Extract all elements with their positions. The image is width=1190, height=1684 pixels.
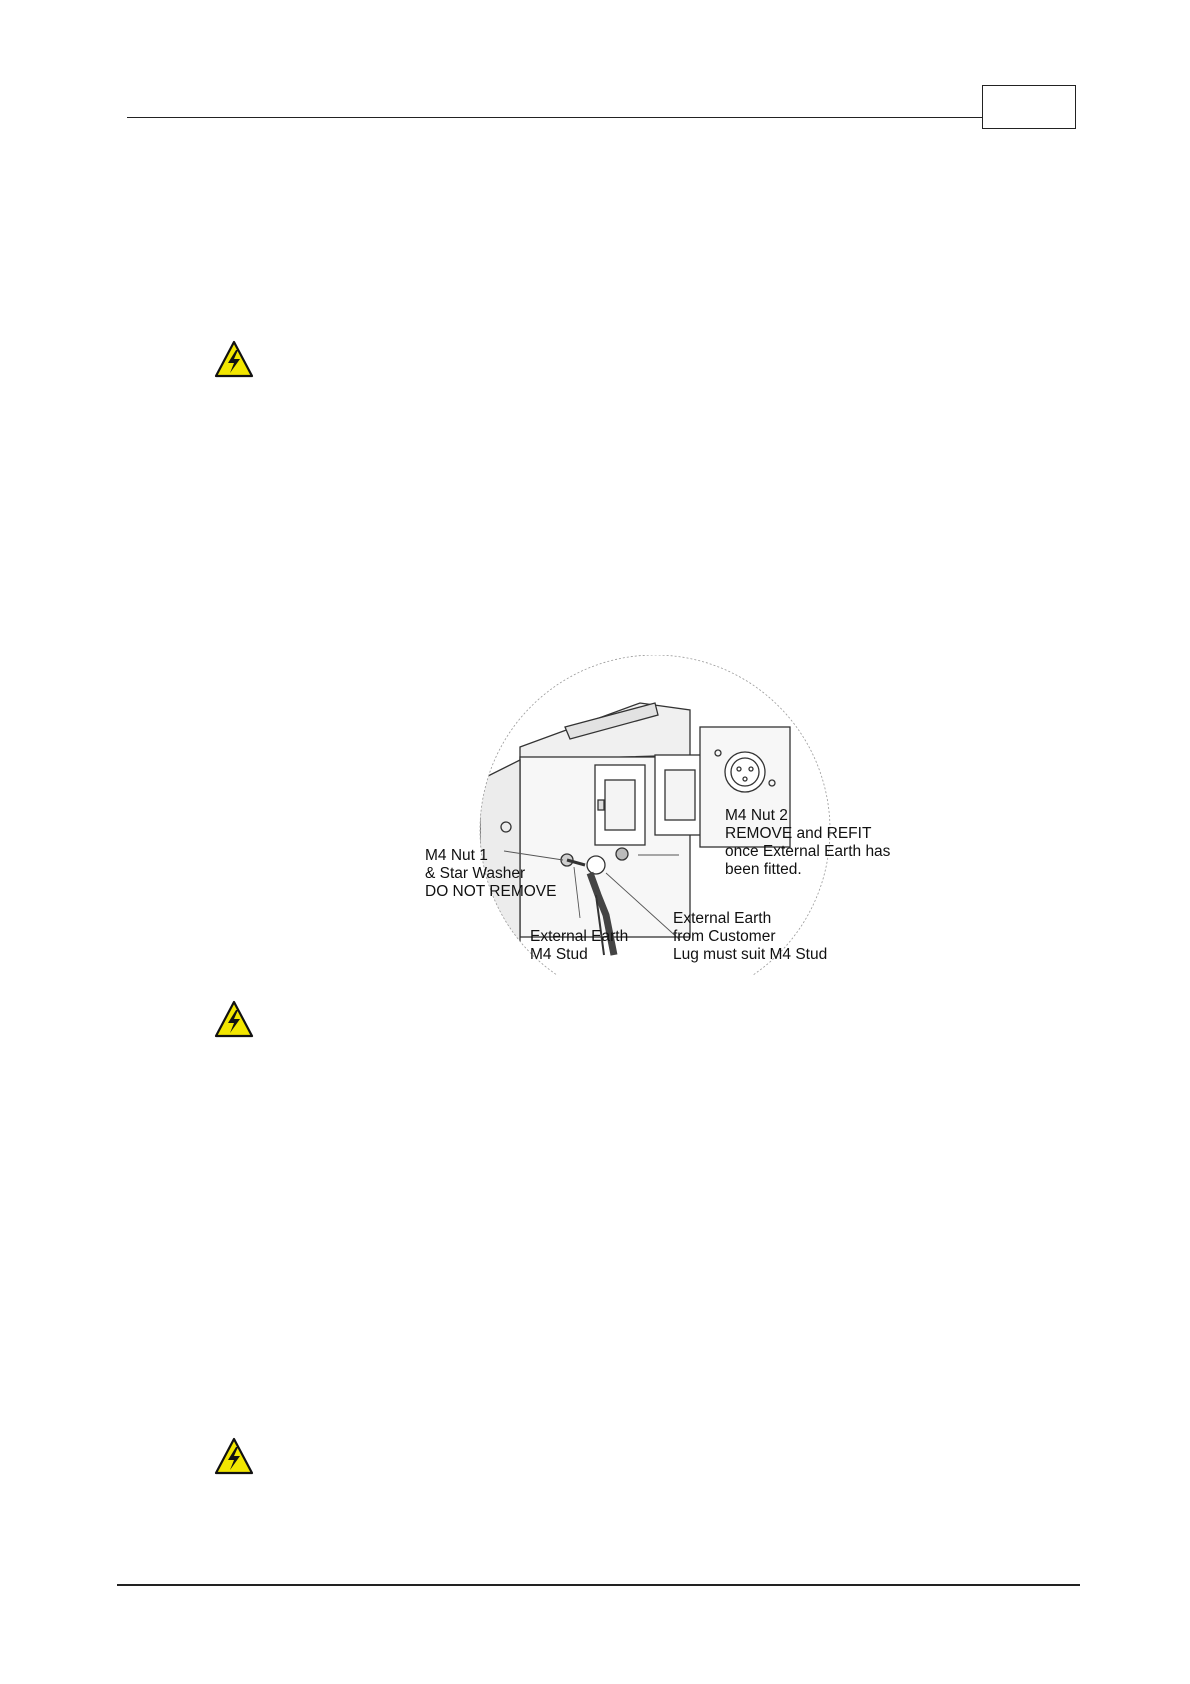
- callout-m4-nut-2: [725, 807, 890, 879]
- callout-line: Lug must suit M4 Stud: [673, 946, 828, 963]
- callout-line: from Customer: [673, 928, 776, 945]
- callout-line: M4 Nut 2: [725, 807, 788, 824]
- callout-line: been fitted.: [725, 861, 802, 878]
- callout-line: M4 Stud: [530, 946, 588, 963]
- callout-line: External Earth: [673, 910, 772, 927]
- callout-line: M4 Nut 1: [425, 847, 488, 864]
- callout-external-earth-stud: [530, 928, 628, 964]
- high-voltage-warning-icon: [214, 1437, 254, 1475]
- callout-external-earth-lug: [673, 910, 827, 964]
- footer-rule: [117, 1584, 1080, 1586]
- callout-line: External Earth: [530, 928, 629, 945]
- high-voltage-warning-icon: [214, 340, 254, 378]
- high-voltage-warning-icon: [214, 1000, 254, 1038]
- callout-line: once External Earth has: [725, 843, 891, 860]
- callout-line: REMOVE and REFIT: [725, 825, 872, 842]
- callout-line: & Star Washer: [425, 865, 526, 882]
- callout-line: DO NOT REMOVE: [425, 883, 557, 900]
- callout-m4-nut-1: [425, 847, 556, 901]
- page-number-box: [982, 85, 1076, 129]
- header-rule: [127, 117, 982, 118]
